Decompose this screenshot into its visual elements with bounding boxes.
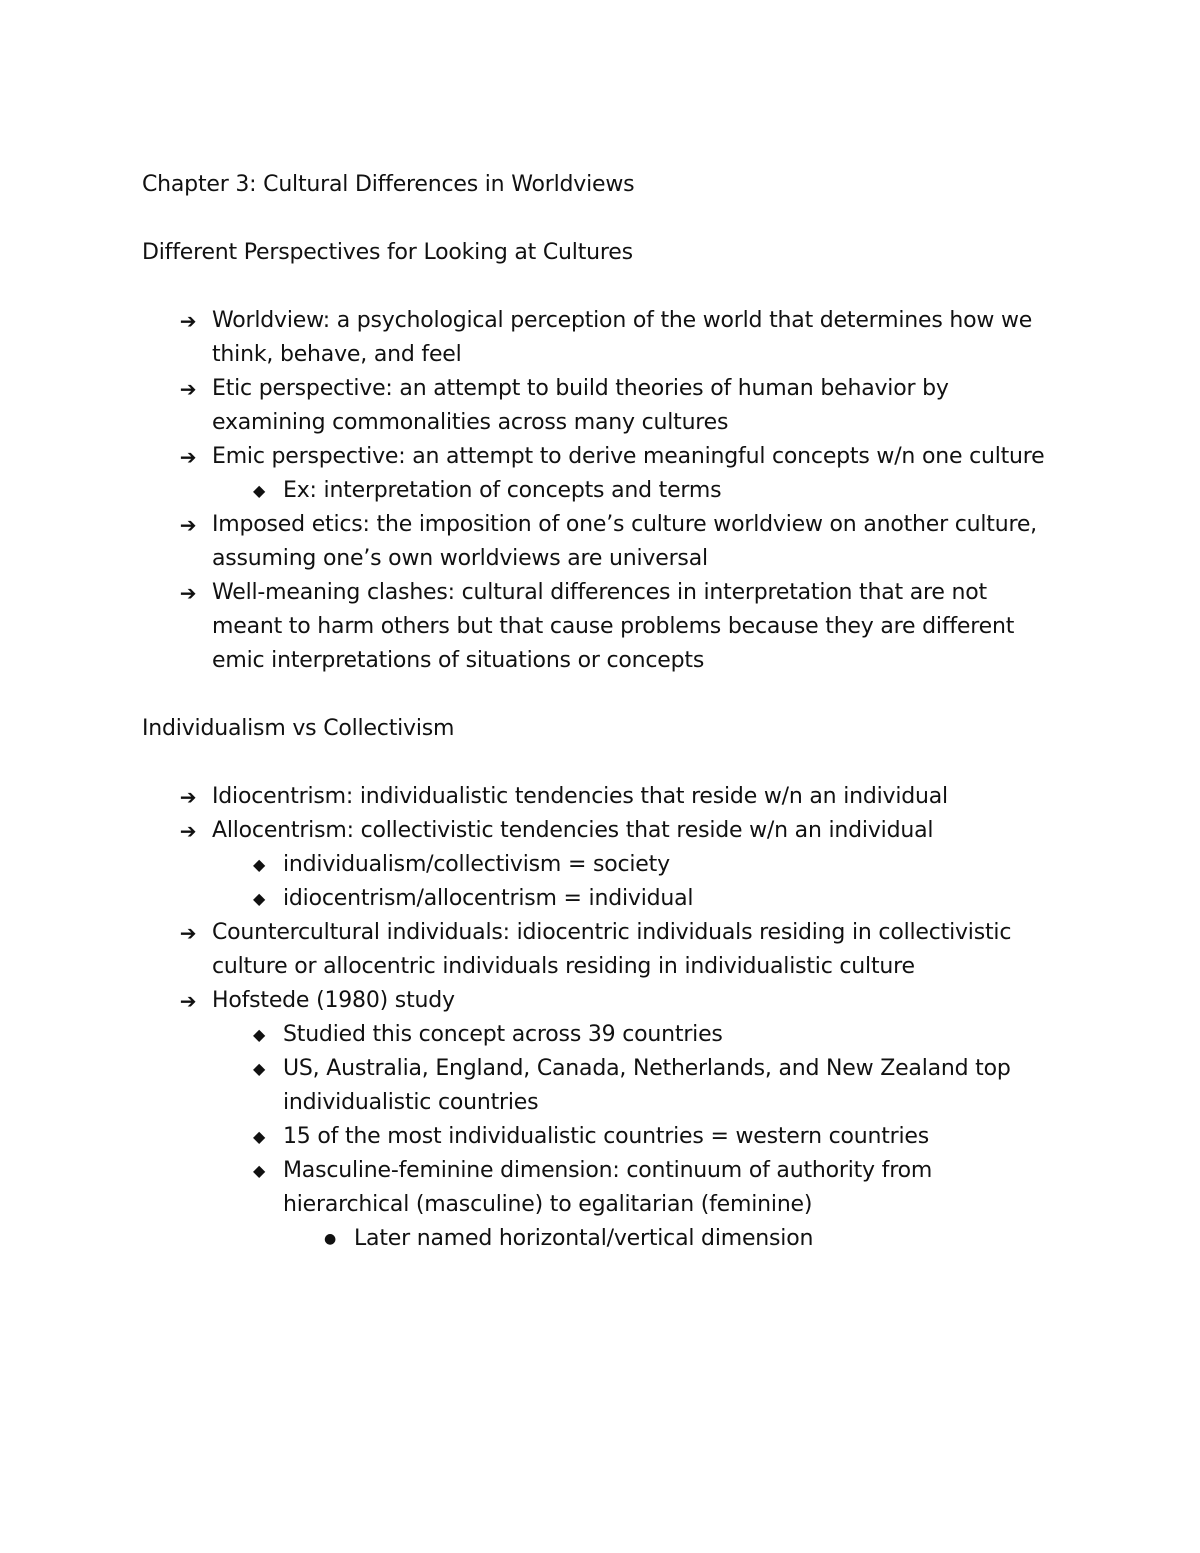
list-item (142, 1222, 1102, 1256)
diamond-bullet-icon: ◆ (252, 1025, 266, 1044)
list-item (142, 848, 1102, 882)
list-item (142, 882, 1102, 916)
list-item-text: assuming one’s own worldviews are universal (212, 546, 708, 571)
list-item-text: Hofstede (1980) study (212, 988, 455, 1013)
list-item (142, 1018, 1102, 1052)
list-item-text: Countercultural individuals: idiocentric individuals residing in collectivistic (212, 920, 1012, 945)
list-item-text: Etic perspective: an attempt to build theories of human behavior by (212, 376, 949, 401)
diamond-bullet-icon: ◆ (252, 1059, 266, 1078)
list-item (142, 440, 1102, 474)
diamond-bullet-icon: ◆ (252, 481, 266, 500)
list-item-text: Allocentrism: collectivistic tendencies that reside w/n an individual (212, 818, 934, 843)
list-item (142, 1120, 1102, 1154)
list-item (142, 916, 1102, 984)
section-heading: Different Perspectives for Looking at Cultures (142, 240, 633, 265)
arrow-bullet-icon: ➔ (179, 377, 197, 401)
list-item (142, 814, 1102, 848)
list-item-text: examining commonalities across many cultures (212, 410, 729, 435)
arrow-bullet-icon: ➔ (179, 989, 197, 1013)
diamond-bullet-icon: ◆ (252, 889, 266, 908)
list-item-text: individualistic countries (283, 1090, 539, 1115)
list-item (142, 1052, 1102, 1120)
document-page (142, 168, 1102, 1290)
arrow-bullet-icon: ➔ (179, 513, 197, 537)
arrow-bullet-icon: ➔ (179, 819, 197, 843)
list-item-text: Masculine-feminine dimension: continuum of authority from (283, 1158, 933, 1183)
arrow-bullet-icon: ➔ (179, 445, 197, 469)
bullet-list (142, 304, 1102, 678)
list-item-text: Ex: interpretation of concepts and terms (283, 478, 722, 503)
arrow-bullet-icon: ➔ (179, 785, 197, 809)
list-item (142, 474, 1102, 508)
list-item (142, 304, 1102, 372)
dot-bullet-icon: ● (323, 1231, 337, 1247)
list-item-text: Emic perspective: an attempt to derive meaningful concepts w/n one culture (212, 444, 1045, 469)
arrow-bullet-icon: ➔ (179, 581, 197, 605)
list-item-text: emic interpretations of situations or concepts (212, 648, 705, 673)
list-item-text: Studied this concept across 39 countries (283, 1022, 723, 1047)
list-item-text: individualism/collectivism = society (283, 852, 670, 877)
diamond-bullet-icon: ◆ (252, 855, 266, 874)
list-item-text: Idiocentrism: individualistic tendencies that reside w/n an individual (212, 784, 948, 809)
list-item-text: idiocentrism/allocentrism = individual (283, 886, 694, 911)
list-item-text: Well-meaning clashes: cultural differences in interpretation that are not (212, 580, 987, 605)
list-item (142, 576, 1102, 678)
list-item-text: hierarchical (masculine) to egalitarian (feminine) (283, 1192, 813, 1217)
list-item (142, 1154, 1102, 1222)
diamond-bullet-icon: ◆ (252, 1161, 266, 1180)
sections-container (142, 236, 1102, 1256)
arrow-bullet-icon: ➔ (179, 921, 197, 945)
arrow-bullet-icon: ➔ (179, 309, 197, 333)
diamond-bullet-icon: ◆ (252, 1127, 266, 1146)
document-title: Chapter 3: Cultural Differences in Worldviews (142, 172, 635, 197)
list-item-text: Later named horizontal/vertical dimension (354, 1226, 814, 1251)
list-item (142, 372, 1102, 440)
bullet-list (142, 780, 1102, 1256)
list-item-text: culture or allocentric individuals residing in individualistic culture (212, 954, 915, 979)
section-heading: Individualism vs Collectivism (142, 716, 455, 741)
list-item (142, 508, 1102, 576)
list-item-text: US, Australia, England, Canada, Netherlands, and New Zealand top (283, 1056, 1011, 1081)
list-item-text: Worldview: a psychological perception of the world that determines how we (212, 308, 1033, 333)
list-item-text: 15 of the most individualistic countries = western countries (283, 1124, 930, 1149)
list-item-text: meant to harm others but that cause problems because they are different (212, 614, 1015, 639)
list-item (142, 984, 1102, 1018)
list-item-text: think, behave, and feel (212, 342, 462, 367)
list-item (142, 780, 1102, 814)
list-item-text: Imposed etics: the imposition of one’s culture worldview on another culture, (212, 512, 1037, 537)
